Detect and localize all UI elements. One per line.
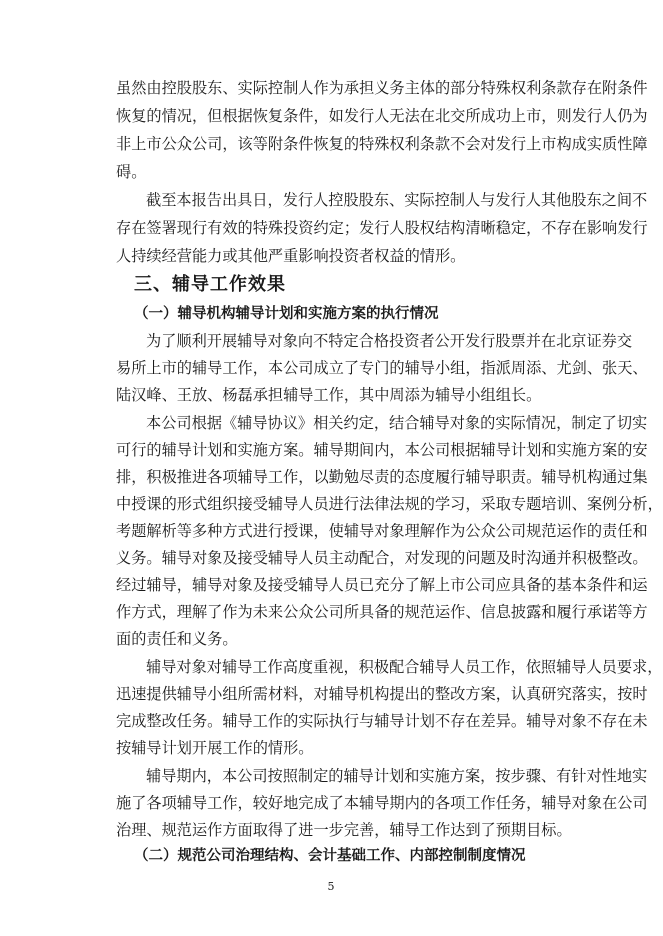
paragraph-line: 易所上市的辅导工作，本公司成立了专门的辅导小组，指派周添、尤剑、张天、 xyxy=(116,359,648,377)
page-number: 5 xyxy=(327,880,335,893)
subsection-heading: （一）辅导机构辅导计划和实施方案的执行情况 xyxy=(134,306,439,322)
paragraph-line: 为了顺利开展辅导对象向不特定合格投资者公开发行股票并在北京证券交 xyxy=(146,332,632,350)
paragraph-line: 作方式，理解了作为未来公众公司所具备的规范运作、信息披露和履行承诺等方 xyxy=(116,603,648,621)
paragraph-line: 治理、规范运作方面取得了进一步完善，辅导工作达到了预期目标。 xyxy=(116,821,572,839)
paragraph-line: 经过辅导，辅导对象及接受辅导人员已充分了解上市公司应具备的基本条件和运 xyxy=(116,576,648,594)
paragraph-line: 非上市公众公司，该等附条件恢复的特殊权利条款不会对发行上市构成实质性障 xyxy=(116,135,648,153)
paragraph-line: 本公司根据《辅导协议》相关约定，结合辅导对象的实际情况，制定了切实 xyxy=(146,414,648,432)
paragraph-line: 截至本报告出具日，发行人控股股东、实际控制人与发行人其他股东之间不 xyxy=(146,191,648,209)
paragraph-line: 存在签署现行有效的特殊投资约定；发行人股权结构清晰稳定，不存在影响发行 xyxy=(116,219,648,237)
paragraph-line: 按辅导计划开展工作的情形。 xyxy=(116,739,314,757)
paragraph-line: 中授课的形式组织接受辅导人员进行法律法规的学习，采取专题培训、案例分析， xyxy=(116,495,663,513)
paragraph-line: 辅导期内，本公司按照制定的辅导计划和实施方案，按步骤、有针对性地实 xyxy=(146,767,648,785)
paragraph-line: 虽然由控股股东、实际控制人作为承担义务主体的部分特殊权利条款存在附条件 xyxy=(116,79,648,97)
paragraph-line: 面的责任和义务。 xyxy=(116,630,238,648)
paragraph-line: 碍。 xyxy=(116,163,147,181)
paragraph-line: 完成整改任务。辅导工作的实际执行与辅导计划不存在差异。辅导对象不存在未 xyxy=(116,712,648,730)
section-heading: 三、辅导工作效果 xyxy=(134,274,286,295)
subsection-heading: （二）规范公司治理结构、会计基础工作、内部控制制度情况 xyxy=(134,848,526,864)
paragraph-line: 可行的辅导计划和实施方案。辅导期间内，本公司根据辅导计划和实施方案的安 xyxy=(116,441,648,459)
paragraph-line: 陆汉峰、王放、杨磊承担辅导工作，其中周添为辅导小组组长。 xyxy=(116,386,542,404)
paragraph-line: 恢复的情况，但根据恢复条件，如发行人无法在北交所成功上市，则发行人仍为 xyxy=(116,107,648,125)
paragraph-line: 义务。辅导对象及接受辅导人员主动配合，对发现的问题及时沟通并积极整改。 xyxy=(116,549,648,567)
paragraph-line: 排，积极推进各项辅导工作，以勤勉尽责的态度履行辅导职责。辅导机构通过集 xyxy=(116,468,648,486)
paragraph-line: 辅导对象对辅导工作高度重视，积极配合辅导人员工作，依照辅导人员要求， xyxy=(146,658,663,676)
paragraph-line: 施了各项辅导工作，较好地完成了本辅导期内的各项工作任务，辅导对象在公司 xyxy=(116,794,648,812)
paragraph-line: 迅速提供辅导小组所需材料，对辅导机构提出的整改方案，认真研究落实，按时 xyxy=(116,685,648,703)
paragraph-line: 人持续经营能力或其他严重影响投资者权益的情形。 xyxy=(116,247,466,265)
paragraph-line: 考题解析等多种方式进行授课，使辅导对象理解作为公众公司规范运作的责任和 xyxy=(116,522,648,540)
